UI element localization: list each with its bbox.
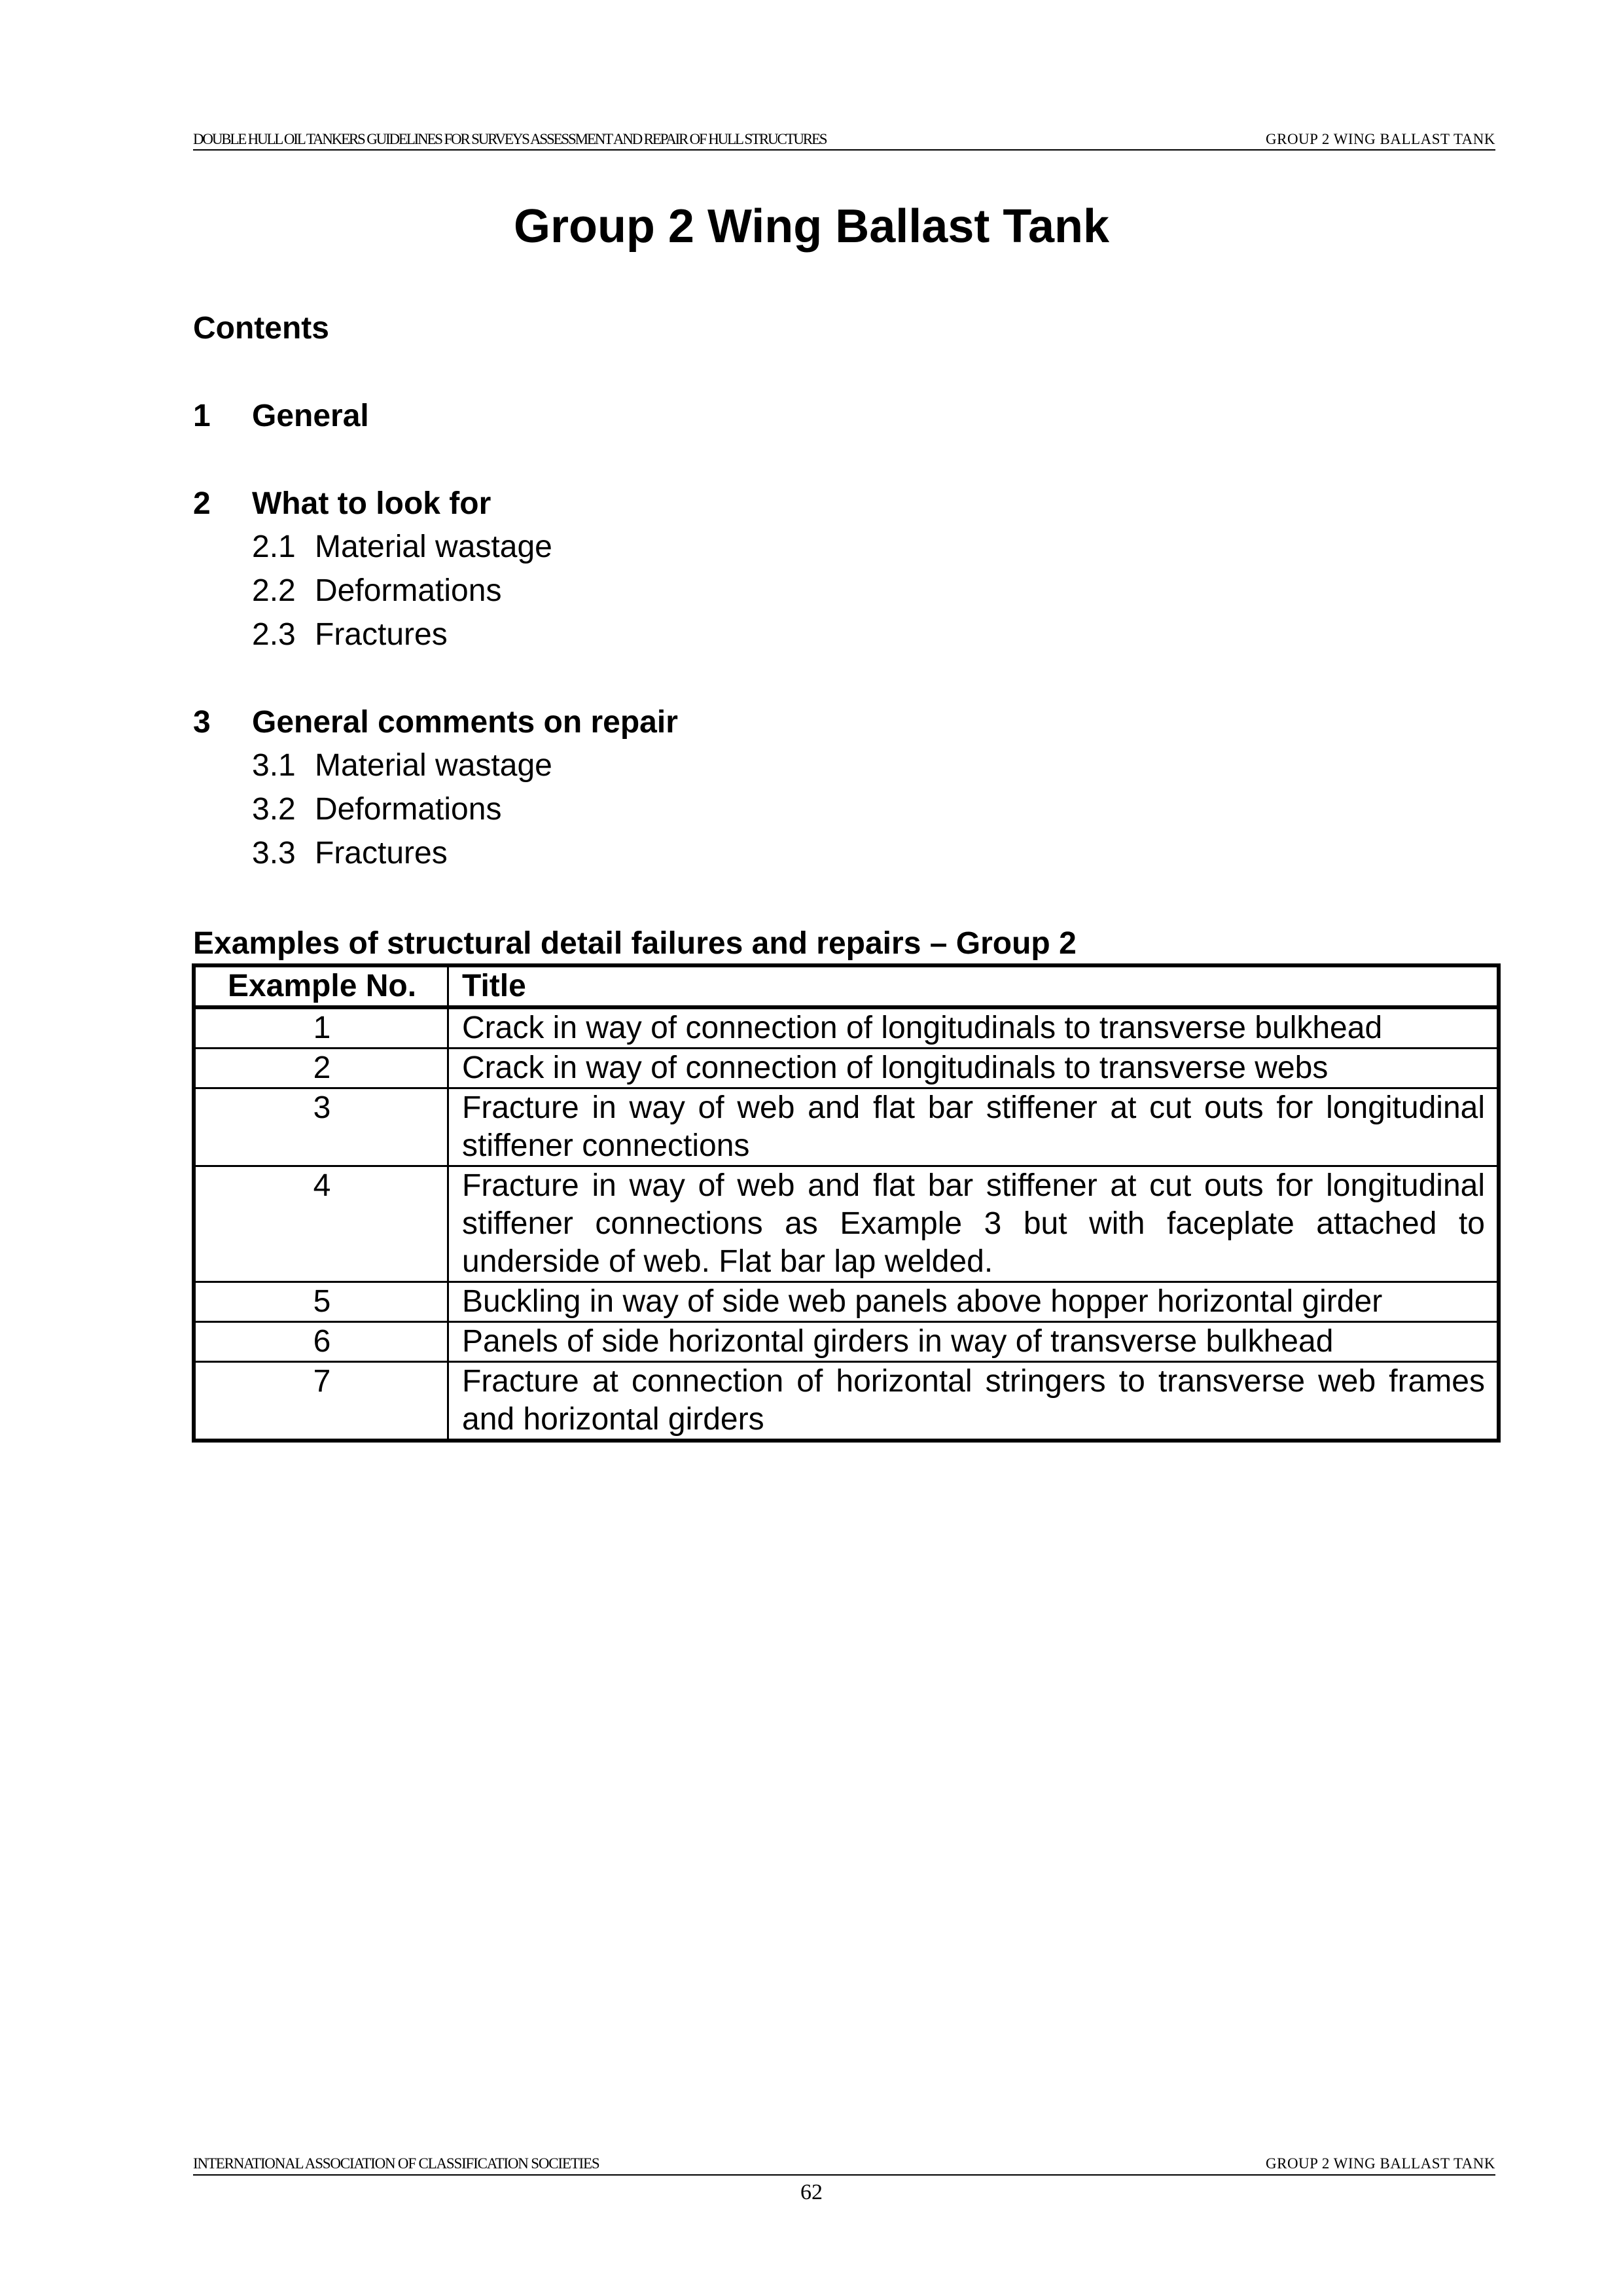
toc-subsection-2-2 <box>252 570 501 612</box>
toc-section-2 <box>193 483 491 525</box>
column-header-title: Title <box>448 965 1499 1007</box>
table-row <box>194 1282 1499 1322</box>
example-title-cell: Panels of side horizontal girders in way of transverse bulkhead <box>448 1322 1499 1362</box>
example-number-cell: 6 <box>194 1322 448 1362</box>
toc-subsection-2-1 <box>252 526 552 568</box>
toc-subsection-3-3 <box>252 833 448 874</box>
header-section-title: GROUP 2 WING BALLAST TANK <box>1266 131 1495 147</box>
toc-subsection-2-3 <box>252 614 448 656</box>
table-header-row <box>194 965 1499 1007</box>
example-number-cell: 2 <box>194 1049 448 1088</box>
table-row <box>194 1007 1499 1049</box>
example-title-cell: Fracture in way of web and flat bar stiffener at cut outs for longitudinal stiffener connections <box>448 1088 1499 1166</box>
toc-subsection-number: 3.1 <box>252 748 296 783</box>
running-footer <box>193 2153 1495 2176</box>
toc-section-label: What to look for <box>252 486 491 521</box>
toc-subsection-label: Deformations <box>315 573 502 608</box>
toc-subsection-number: 3.3 <box>252 836 296 870</box>
toc-section-label: General comments on repair <box>252 705 678 740</box>
table-row <box>194 1088 1499 1166</box>
example-number-cell: 7 <box>194 1362 448 1441</box>
example-number-cell: 5 <box>194 1282 448 1322</box>
footer-section-title: GROUP 2 WING BALLAST TANK <box>1266 2155 1495 2172</box>
toc-subsection-label: Material wastage <box>315 748 552 783</box>
example-number-cell: 4 <box>194 1166 448 1282</box>
header-document-title: DOUBLE HULL OIL TANKERS GUIDELINES FOR SURVEYS ASSESSMENT AND REPAIR OF HULL STRUCTURES <box>193 131 827 147</box>
toc-subsection-label: Deformations <box>315 792 502 827</box>
examples-heading: Examples of structural detail failures and repairs – Group 2 <box>193 926 1077 961</box>
page-number: 62 <box>800 2180 823 2204</box>
toc-subsection-label: Fractures <box>315 617 448 652</box>
toc-section-3 <box>193 702 678 744</box>
example-title-cell: Fracture at connection of horizontal stringers to transverse web frames and horizontal girders <box>448 1362 1499 1441</box>
example-title-cell: Buckling in way of side web panels above hopper horizontal girder <box>448 1282 1499 1322</box>
table-row <box>194 1166 1499 1282</box>
table-row <box>194 1362 1499 1441</box>
toc-subsection-3-2 <box>252 789 501 831</box>
toc-subsection-number: 2.3 <box>252 617 296 652</box>
page-title: Group 2 Wing Ballast Tank <box>513 200 1110 253</box>
toc-subsection-number: 2.1 <box>252 529 296 564</box>
table-row <box>194 1322 1499 1362</box>
table-row <box>194 1049 1499 1088</box>
toc-subsection-3-1 <box>252 745 552 787</box>
toc-section-label: General <box>252 399 369 433</box>
contents-heading: Contents <box>193 311 329 346</box>
toc-subsection-label: Material wastage <box>315 529 552 564</box>
toc-section-number: 1 <box>193 399 211 433</box>
footer-organization: INTERNATIONAL ASSOCIATION OF CLASSIFICATION SOCIETIES <box>193 2155 599 2172</box>
examples-table <box>192 963 1501 1443</box>
example-title-cell: Crack in way of connection of longitudinals to transverse webs <box>448 1049 1499 1088</box>
example-number-cell: 3 <box>194 1088 448 1166</box>
example-number-cell: 1 <box>194 1007 448 1049</box>
toc-subsection-label: Fractures <box>315 836 448 870</box>
running-header <box>193 130 1495 151</box>
toc-section-number: 3 <box>193 705 211 740</box>
column-header-example-no: Example No. <box>194 965 448 1007</box>
toc-section-1 <box>193 395 369 437</box>
toc-subsection-number: 2.2 <box>252 573 296 608</box>
example-title-cell: Crack in way of connection of longitudinals to transverse bulkhead <box>448 1007 1499 1049</box>
toc-section-number: 2 <box>193 486 211 521</box>
example-title-cell: Fracture in way of web and flat bar stiffener at cut outs for longitudinal stiffener connections as Example 3 but with faceplate attached to underside of web. Flat bar lap welded. <box>448 1166 1499 1282</box>
toc-subsection-number: 3.2 <box>252 792 296 827</box>
